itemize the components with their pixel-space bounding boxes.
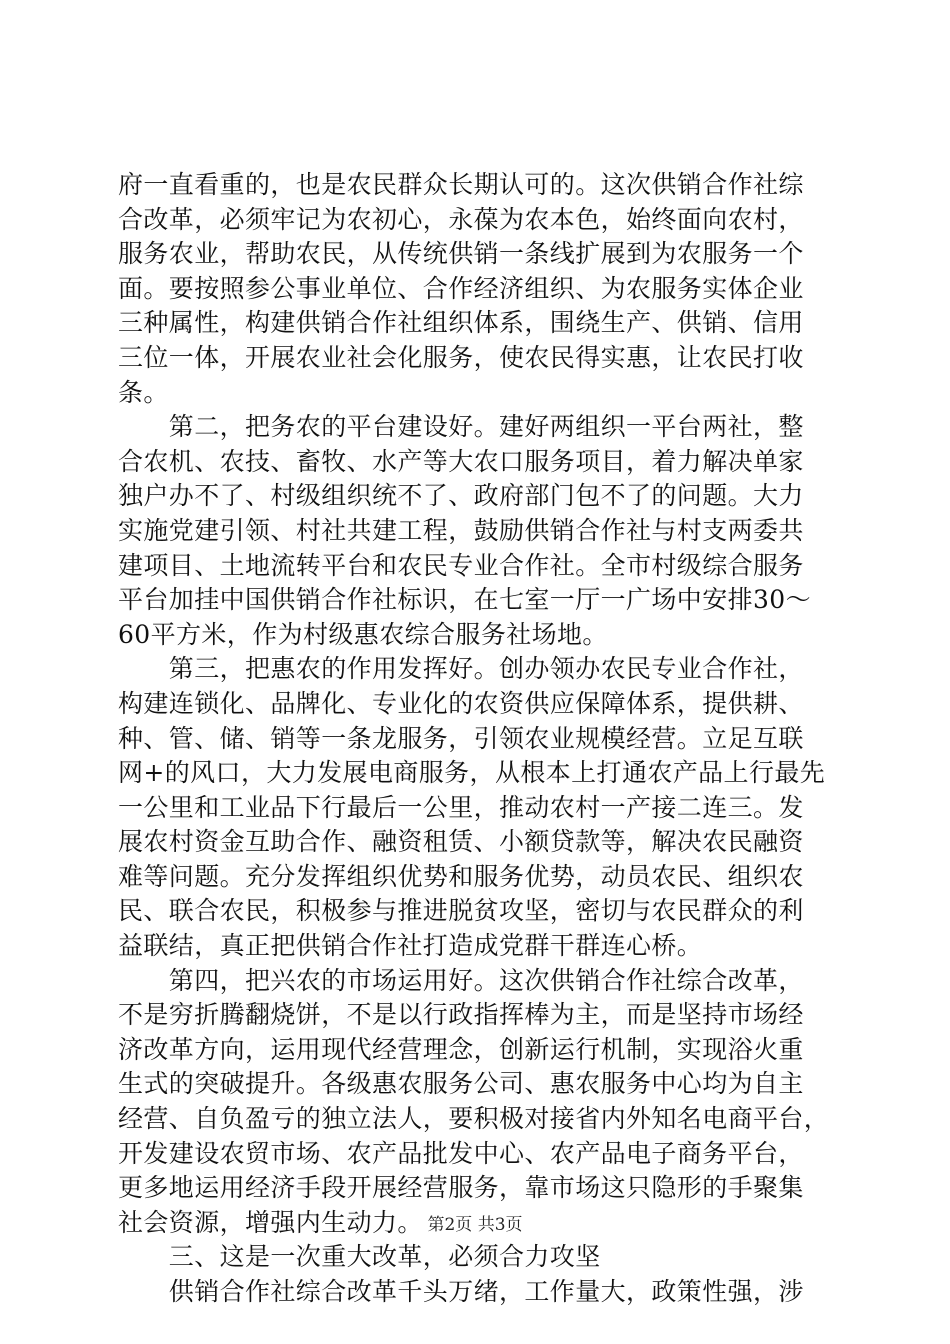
- text-line: 社会资源，增强内生动力。: [118, 1207, 423, 1237]
- text-line: 第三，把惠农的作用发挥好。创办领办农民专业合作社，: [118, 654, 804, 684]
- text-line: 三种属性，构建供销合作社组织体系，围绕生产、供销、信用: [118, 308, 804, 338]
- text-line: 民、联合农民，积极参与推进脱贫攻坚，密切与农民群众的利: [118, 896, 804, 926]
- text-line: 网+的风口，大力发展电商服务，从根本上打通农产品上行最先: [118, 758, 826, 788]
- text-line: 种、管、储、销等一条龙服务，引领农业规模经营。立足互联: [118, 723, 804, 753]
- text-line: 供销合作社综合改革千头万绪，工作量大，政策性强，涉: [118, 1277, 804, 1306]
- text-line: 展农村资金互助合作、融资租赁、小额贷款等，解决农民融资: [118, 827, 804, 857]
- text-line: 60平方米，作为村级惠农综合服务社场地。: [118, 619, 608, 649]
- text-line: 三、这是一次重大改革，必须合力攻坚: [118, 1242, 601, 1272]
- text-line: 第四，把兴农的市场运用好。这次供销合作社综合改革，: [118, 965, 804, 995]
- text-line: 合改革，必须牢记为农初心，永葆为农本色，始终面向农村，: [118, 204, 804, 234]
- text-line: 构建连锁化、品牌化、专业化的农资供应保障体系，提供耕、: [118, 688, 804, 718]
- text-line: 合农机、农技、畜牧、水产等大农口服务项目，着力解决单家: [118, 446, 804, 476]
- text-line: 条。: [118, 377, 169, 407]
- text-line: 难等问题。充分发挥组织优势和服务优势，动员农民、组织农: [118, 861, 804, 891]
- text-line: 府一直看重的，也是农民群众长期认可的。这次供销合作社综: [118, 170, 804, 199]
- text-line: 一公里和工业品下行最后一公里，推动农村一产接二连三。发: [118, 792, 804, 822]
- page-footer: 第2页 共3页: [427, 1215, 523, 1235]
- text-line: 济改革方向，运用现代经营理念，创新运行机制，实现浴火重: [118, 1034, 804, 1064]
- text-line: 第二，把务农的平台建设好。建好两组织一平台两社，整: [118, 412, 804, 442]
- text-line: 服务农业，帮助农民，从传统供销一条线扩展到为农服务一个: [118, 239, 804, 269]
- text-line: 开发建设农贸市场、农产品批发中心、农产品电子商务平台，: [118, 1138, 804, 1168]
- text-line: 实施党建引领、村社共建工程，鼓励供销合作社与村支两委共: [118, 515, 804, 545]
- text-line: 面。要按照参公事业单位、合作经济组织、为农服务实体企业: [118, 273, 804, 303]
- text-line: 经营、自负盈亏的独立法人，要积极对接省内外知名电商平台，: [118, 1104, 830, 1134]
- text-line: 不是穷折腾翻烧饼，不是以行政指挥棒为主，而是坚持市场经: [118, 1000, 804, 1030]
- text-line: 三位一体，开展农业社会化服务，使农民得实惠，让农民打收: [118, 342, 804, 372]
- document-body: [118, 168, 848, 1310]
- text-line: 建项目、土地流转平台和农民专业合作社。全市村级综合服务: [118, 550, 804, 580]
- text-line: 独户办不了、村级组织统不了、政府部门包不了的问题。大力: [118, 481, 804, 511]
- text-line: 平台加挂中国供销合作社标识，在七室一厅一广场中安排30～: [118, 585, 812, 615]
- text-line: 更多地运用经济手段开展经营服务，靠市场这只隐形的手聚集: [118, 1173, 804, 1203]
- text-line: 益联结，真正把供销合作社打造成党群干群连心桥。: [118, 931, 703, 961]
- text-line: 生式的突破提升。各级惠农服务公司、惠农服务中心均为自主: [118, 1069, 804, 1099]
